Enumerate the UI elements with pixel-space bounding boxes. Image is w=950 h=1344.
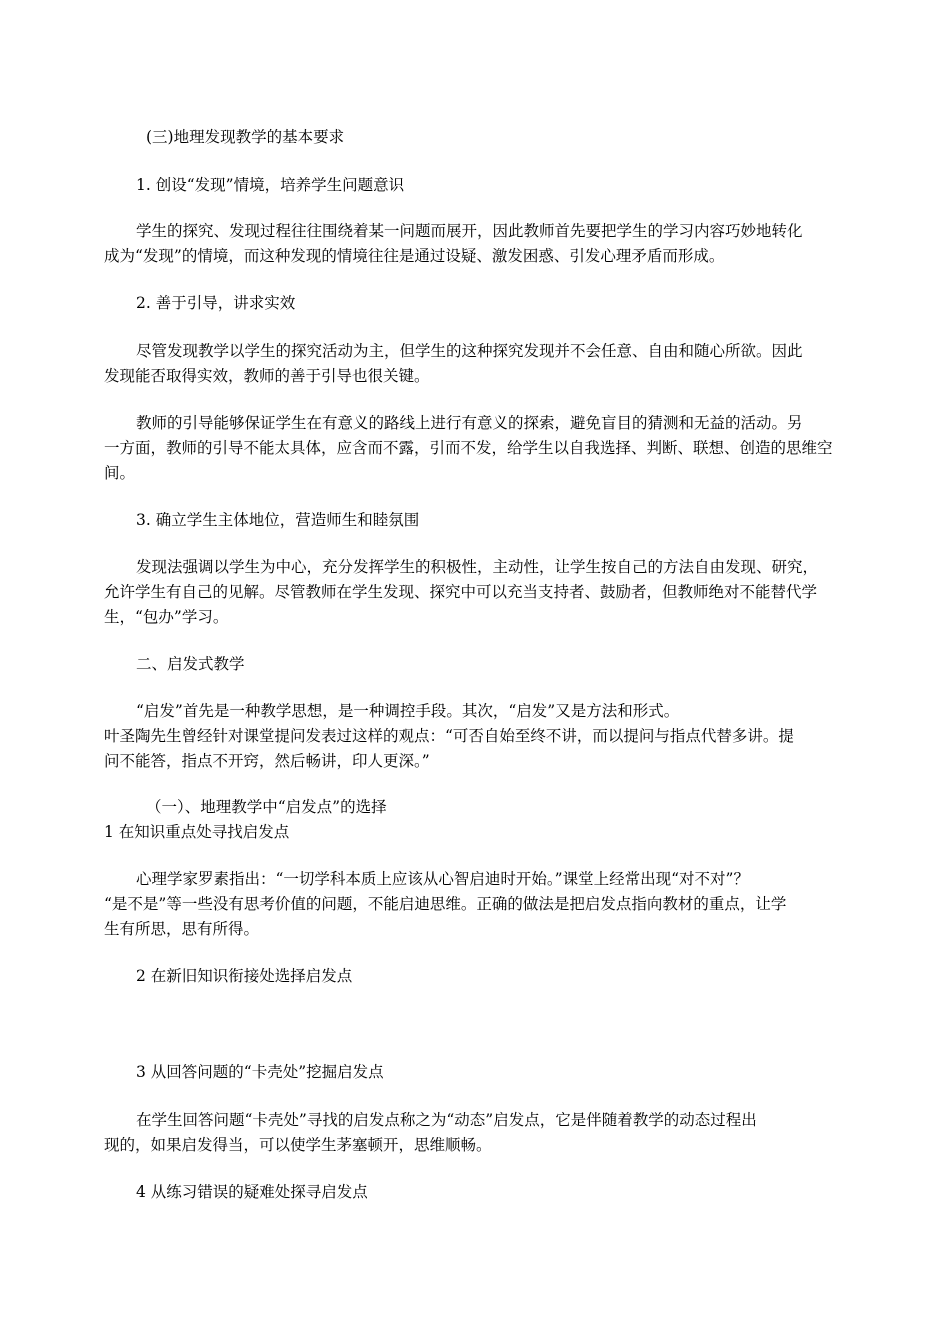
subheading-knowledge-link xyxy=(104,964,850,989)
paragraph-6 xyxy=(104,867,850,942)
paragraph-3 xyxy=(104,411,850,486)
heading-text: 2. 善于引导，讲求实效 xyxy=(136,294,296,312)
heading-text: （一）、地理教学中“启发点”的选择 xyxy=(146,798,387,816)
paragraph-line: 生，“包办”学习。 xyxy=(104,608,229,626)
heading-text: 3. 确立学生主体地位，营造师生和睦氛围 xyxy=(136,511,420,529)
paragraph-line: 允许学生有自己的见解。尽管教师在学生发现、探究中可以充当支持者、鼓励者，但教师绝对不能替代学 xyxy=(104,583,818,601)
paragraph-line: 教师的引导能够保证学生在有意义的路线上进行有意义的探索，避免盲目的猜测和无益的活动。另 xyxy=(136,414,803,432)
paragraph-line: 生有所思，思有所得。 xyxy=(104,920,260,938)
subheading-practice-errors xyxy=(104,1180,850,1205)
subheading-2 xyxy=(104,291,850,316)
subheading-3 xyxy=(104,508,850,533)
heading-text: 二、启发式教学 xyxy=(136,655,245,673)
paragraph-line: 成为“发现”的情境，而这种发现的情境往往是通过设疑、激发困惑、引发心理矛盾而形成。 xyxy=(104,247,725,265)
paragraph-4 xyxy=(104,555,850,630)
heading-text: 2 在新旧知识衔接处选择启发点 xyxy=(136,967,353,985)
subheading-stuck-point xyxy=(104,1060,850,1085)
paragraph-line: 尽管发现教学以学生的探究活动为主，但学生的这种探究发现并不会任意、自由和随心所欲。因此 xyxy=(136,342,803,360)
subheading-1 xyxy=(104,173,850,198)
paragraph-line: 问不能答，指点不开窍，然后畅讲，印人更深。” xyxy=(104,752,430,770)
paragraph-line: “是不是”等一些没有思考价值的问题，不能启迪思维。正确的做法是把启发点指向教材的重点，让学 xyxy=(104,895,787,913)
section-heading-heuristic xyxy=(104,652,850,677)
subsection-heading-selection xyxy=(104,795,850,845)
paragraph-7 xyxy=(104,1108,850,1158)
paragraph-1 xyxy=(104,219,850,269)
paragraph-line: 学生的探究、发现过程往往围绕着某一问题而展开，因此教师首先要把学生的学习内容巧妙地转化 xyxy=(136,222,803,240)
paragraph-2 xyxy=(104,339,850,389)
paragraph-line: 一方面，教师的引导不能太具体，应含而不露，引而不发，给学生以自我选择、判断、联想、创造的思维空 xyxy=(104,439,833,457)
paragraph-line: 叶圣陶先生曾经针对课堂提问发表过这样的观点：“可否自始至终不讲，而以提问与指点代替多讲。提 xyxy=(104,727,794,745)
paragraph-line: 现的，如果启发得当，可以使学生茅塞顿开，思维顺畅。 xyxy=(104,1136,492,1154)
heading-text: 4 从练习错误的疑难处探寻启发点 xyxy=(136,1183,368,1201)
paragraph-line: 间。 xyxy=(104,464,136,482)
heading-text: (三)地理发现教学的基本要求 xyxy=(146,128,345,146)
paragraph-line: 发现能否取得实效，教师的善于引导也很关键。 xyxy=(104,367,430,385)
paragraph-line: “启发”首先是一种教学思想，是一种调控手段。其次，“启发”又是方法和形式。 xyxy=(136,702,680,720)
heading-text: 1. 创设“发现”情境，培养学生问题意识 xyxy=(136,176,405,194)
paragraph-line: 发现法强调以学生为中心，充分发挥学生的积极性，主动性，让学生按自己的方法自由发现、研究， xyxy=(136,558,819,576)
paragraph-5 xyxy=(104,699,850,774)
heading-text: 1 在知识重点处寻找启发点 xyxy=(104,823,290,841)
paragraph-line: 在学生回答问题“卡壳处”寻找的启发点称之为“动态”启发点，它是伴随着教学的动态过程出 xyxy=(136,1111,757,1129)
heading-text: 3 从回答问题的“卡壳处”挖掘启发点 xyxy=(136,1063,384,1081)
section-heading-requirements xyxy=(104,125,850,150)
paragraph-line: 心理学家罗素指出：“一切学科本质上应该从心智启迪时开始。”课堂上经常出现“对不对”？ xyxy=(136,870,749,888)
